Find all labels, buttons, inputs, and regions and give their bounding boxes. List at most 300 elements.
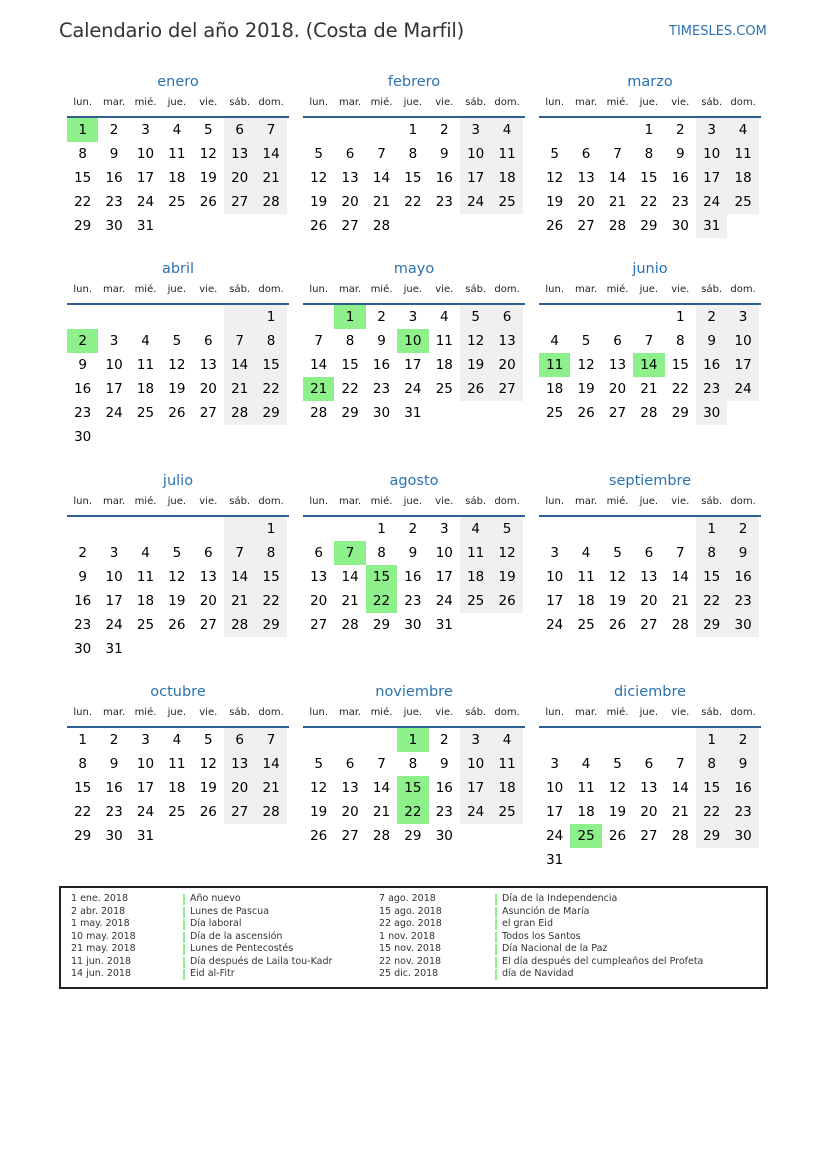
day-cell: 12 bbox=[310, 780, 328, 796]
legend-marker bbox=[183, 894, 185, 905]
day-cell: 9 bbox=[675, 146, 685, 162]
weekday-label: jue. bbox=[639, 284, 659, 295]
day-cell: 16 bbox=[74, 593, 92, 609]
weekday-label: lun. bbox=[73, 496, 93, 507]
day-cell: 22 bbox=[404, 194, 422, 210]
day-cell: 9 bbox=[727, 752, 758, 776]
day-cell: 13 bbox=[341, 170, 359, 186]
day-cell: 2 bbox=[727, 517, 758, 541]
legend-holiday-name: Todos los Santos bbox=[502, 930, 581, 942]
month-days bbox=[303, 728, 525, 872]
day-cell: 16 bbox=[404, 569, 422, 585]
day-cell: 9 bbox=[78, 357, 87, 373]
day-cell: 24 bbox=[404, 381, 422, 397]
legend-date: 2 abr. 2018 bbox=[71, 905, 126, 917]
weekday-header bbox=[67, 94, 289, 112]
weekday-label: dom. bbox=[730, 707, 756, 718]
day-cell: 17 bbox=[404, 357, 422, 373]
day-cell: 21 bbox=[372, 194, 391, 210]
day-cell: 28 bbox=[255, 190, 286, 214]
day-cell: 23 bbox=[372, 381, 391, 397]
day-cell: 27 bbox=[224, 800, 255, 824]
day-cell: 19 bbox=[199, 780, 217, 796]
day-cell: 21 bbox=[640, 381, 658, 397]
day-cell: 15 bbox=[341, 357, 359, 373]
day-cell: 19 bbox=[199, 170, 217, 186]
day-cell: 2 bbox=[439, 122, 449, 138]
month-days bbox=[303, 118, 525, 262]
day-cell: 6 bbox=[203, 333, 213, 349]
day-cell: 14 bbox=[341, 569, 359, 585]
weekday-label: mié. bbox=[370, 284, 393, 295]
day-cell: 16 bbox=[74, 381, 92, 397]
day-cell: 8 bbox=[255, 541, 286, 565]
weekday-label: sáb. bbox=[229, 707, 251, 718]
day-cell: 31 bbox=[105, 641, 123, 657]
day-cell: 5 bbox=[491, 517, 522, 541]
weekday-label: mié. bbox=[370, 496, 393, 507]
day-cell: 24 bbox=[727, 377, 758, 401]
brand-link[interactable]: TIMESLES.COM bbox=[669, 24, 767, 39]
weekday-label: vie. bbox=[199, 496, 218, 507]
day-cell: 30 bbox=[105, 828, 123, 844]
legend-marker bbox=[183, 969, 185, 980]
day-cell: 16 bbox=[727, 565, 758, 589]
day-cell: 20 bbox=[199, 593, 217, 609]
weekday-label: sáb. bbox=[701, 97, 723, 108]
day-cell: 24 bbox=[460, 800, 491, 824]
holiday-day-cell: 15 bbox=[397, 776, 428, 800]
legend-date: 22 nov. 2018 bbox=[379, 955, 442, 967]
legend-holiday-name: Día de la Independencia bbox=[502, 893, 618, 904]
day-cell: 3 bbox=[460, 728, 491, 752]
weekday-label: mar. bbox=[102, 707, 126, 718]
day-cell: 15 bbox=[255, 565, 286, 589]
weekday-label: mié. bbox=[134, 97, 157, 108]
day-cell: 6 bbox=[613, 333, 622, 349]
day-cell: 8 bbox=[255, 329, 286, 353]
day-cell: 24 bbox=[546, 828, 564, 844]
day-cell: 24 bbox=[460, 190, 491, 214]
weekday-label: vie. bbox=[435, 284, 454, 295]
day-cell: 25 bbox=[546, 405, 564, 421]
day-cell: 29 bbox=[341, 405, 359, 421]
day-cell: 28 bbox=[608, 218, 627, 234]
day-cell: 3 bbox=[460, 118, 491, 142]
day-cell: 5 bbox=[460, 305, 491, 329]
legend-date: 21 may. 2018 bbox=[71, 943, 136, 954]
day-cell: 15 bbox=[640, 170, 658, 186]
weekday-label: sáb. bbox=[465, 496, 487, 507]
day-cell: 17 bbox=[460, 166, 491, 190]
month-name: abril bbox=[161, 261, 195, 277]
day-cell: 18 bbox=[546, 381, 564, 397]
weekday-label: lun. bbox=[309, 97, 329, 108]
day-cell: 3 bbox=[141, 732, 150, 748]
day-cell: 30 bbox=[696, 401, 727, 425]
day-cell: 2 bbox=[377, 309, 386, 325]
holiday-day-cell: 11 bbox=[539, 353, 570, 377]
weekday-label: sáb. bbox=[465, 284, 487, 295]
day-cell: 20 bbox=[640, 804, 658, 820]
day-cell: 20 bbox=[310, 593, 328, 609]
day-cell: 10 bbox=[136, 146, 155, 162]
day-cell: 18 bbox=[577, 593, 595, 609]
day-cell: 10 bbox=[105, 357, 123, 373]
holiday-day-cell: 22 bbox=[397, 800, 428, 824]
day-cell: 4 bbox=[491, 118, 522, 142]
month-name: marzo bbox=[627, 74, 673, 90]
day-cell: 15 bbox=[74, 170, 92, 186]
day-cell: 27 bbox=[341, 828, 359, 844]
day-cell: 10 bbox=[105, 569, 123, 585]
day-cell: 26 bbox=[608, 828, 627, 844]
day-cell: 13 bbox=[199, 569, 217, 585]
legend-holiday-name: Lunes de Pascua bbox=[190, 905, 270, 917]
day-cell: 8 bbox=[696, 541, 727, 565]
day-cell: 12 bbox=[199, 146, 217, 162]
day-cell: 2 bbox=[408, 521, 418, 537]
day-cell: 18 bbox=[136, 381, 155, 397]
weekday-header bbox=[303, 704, 525, 722]
day-cell: 10 bbox=[460, 142, 491, 166]
day-cell: 25 bbox=[136, 405, 155, 421]
day-cell: 22 bbox=[696, 800, 727, 824]
day-cell: 9 bbox=[408, 545, 418, 561]
weekday-label: dom. bbox=[494, 97, 520, 108]
legend-holiday-name: Año nuevo bbox=[190, 893, 241, 904]
day-cell: 5 bbox=[613, 545, 622, 561]
day-cell: 12 bbox=[168, 569, 186, 585]
day-cell: 10 bbox=[696, 142, 727, 166]
weekday-label: sáb. bbox=[701, 284, 723, 295]
day-cell: 7 bbox=[314, 333, 323, 349]
month-name: febrero bbox=[387, 74, 441, 90]
day-cell: 29 bbox=[640, 218, 658, 234]
month-days bbox=[303, 305, 525, 449]
day-cell: 13 bbox=[608, 357, 627, 373]
day-cell: 23 bbox=[105, 804, 123, 820]
day-cell: 20 bbox=[199, 381, 217, 397]
weekday-label: mié. bbox=[370, 707, 393, 718]
day-cell: 31 bbox=[404, 405, 422, 421]
weekday-header bbox=[67, 493, 289, 511]
weekday-label: jue. bbox=[167, 284, 187, 295]
weekday-label: mié. bbox=[370, 97, 393, 108]
legend-marker bbox=[495, 944, 497, 955]
day-cell: 1 bbox=[78, 732, 87, 748]
day-cell: 18 bbox=[577, 804, 595, 820]
day-cell: 5 bbox=[203, 122, 213, 138]
weekday-label: jue. bbox=[639, 496, 659, 507]
day-cell: 17 bbox=[105, 593, 123, 609]
month-name: mayo bbox=[393, 261, 435, 277]
day-cell: 23 bbox=[404, 593, 422, 609]
weekday-label: dom. bbox=[494, 707, 520, 718]
legend-date: 14 jun. 2018 bbox=[71, 968, 132, 979]
day-cell: 28 bbox=[341, 617, 359, 633]
weekday-label: dom. bbox=[258, 284, 284, 295]
day-cell: 21 bbox=[608, 194, 627, 210]
weekday-header bbox=[539, 493, 761, 511]
day-cell: 1 bbox=[644, 122, 654, 138]
day-cell: 8 bbox=[345, 333, 355, 349]
day-cell: 30 bbox=[435, 828, 453, 844]
day-cell: 5 bbox=[172, 333, 182, 349]
weekday-label: jue. bbox=[403, 97, 423, 108]
weekday-label: vie. bbox=[435, 707, 454, 718]
day-cell: 17 bbox=[136, 170, 155, 186]
day-cell: 26 bbox=[168, 405, 186, 421]
day-cell: 28 bbox=[671, 828, 689, 844]
day-cell: 30 bbox=[727, 613, 758, 637]
day-cell: 25 bbox=[491, 190, 522, 214]
weekday-label: vie. bbox=[435, 496, 454, 507]
weekday-label: vie. bbox=[199, 284, 218, 295]
day-cell: 29 bbox=[74, 828, 92, 844]
day-cell: 12 bbox=[491, 541, 522, 565]
month-days bbox=[67, 118, 289, 262]
day-cell: 4 bbox=[172, 732, 182, 748]
day-cell: 28 bbox=[372, 828, 391, 844]
day-cell: 1 bbox=[675, 309, 685, 325]
day-cell: 24 bbox=[136, 194, 155, 210]
day-cell: 13 bbox=[640, 780, 658, 796]
day-cell: 4 bbox=[581, 545, 591, 561]
day-cell: 14 bbox=[671, 780, 689, 796]
day-cell: 29 bbox=[404, 828, 422, 844]
month-days bbox=[539, 118, 761, 262]
day-cell: 3 bbox=[408, 309, 418, 325]
month-days bbox=[67, 305, 289, 449]
weekday-label: lun. bbox=[309, 496, 329, 507]
day-cell: 8 bbox=[377, 545, 386, 561]
day-cell: 7 bbox=[613, 146, 622, 162]
day-cell: 8 bbox=[675, 333, 685, 349]
day-cell: 27 bbox=[224, 190, 255, 214]
weekday-label: mar. bbox=[338, 496, 362, 507]
day-cell: 18 bbox=[435, 357, 453, 373]
day-cell: 17 bbox=[105, 381, 123, 397]
day-cell: 23 bbox=[74, 405, 92, 421]
day-cell: 17 bbox=[546, 804, 564, 820]
page-title: Calendario del año 2018. (Costa de Marfil) bbox=[59, 19, 465, 42]
day-cell: 10 bbox=[136, 756, 155, 772]
day-cell: 1 bbox=[377, 521, 386, 537]
day-cell: 1 bbox=[408, 122, 418, 138]
day-cell: 13 bbox=[310, 569, 328, 585]
day-cell: 25 bbox=[460, 589, 491, 613]
day-cell: 12 bbox=[168, 357, 186, 373]
day-cell: 25 bbox=[727, 190, 758, 214]
day-cell: 27 bbox=[608, 405, 627, 421]
month-name: diciembre bbox=[613, 684, 687, 700]
day-cell: 4 bbox=[439, 309, 449, 325]
day-cell: 18 bbox=[491, 166, 522, 190]
day-cell: 25 bbox=[136, 617, 155, 633]
day-cell: 4 bbox=[460, 517, 491, 541]
day-cell: 9 bbox=[109, 756, 119, 772]
holiday-day-cell: 25 bbox=[570, 824, 601, 848]
legend-marker bbox=[495, 957, 497, 968]
day-cell: 24 bbox=[105, 405, 123, 421]
day-cell: 28 bbox=[671, 617, 689, 633]
day-cell: 4 bbox=[141, 545, 150, 561]
day-cell: 11 bbox=[136, 569, 155, 585]
day-cell: 20 bbox=[341, 804, 359, 820]
day-cell: 4 bbox=[727, 118, 758, 142]
day-cell: 20 bbox=[224, 166, 255, 190]
weekday-label: mar. bbox=[574, 284, 598, 295]
legend-holiday-name: El día después del cumpleaños del Profeta bbox=[502, 955, 704, 967]
day-cell: 12 bbox=[310, 170, 328, 186]
month-days bbox=[539, 728, 761, 872]
weekday-header bbox=[303, 493, 525, 511]
day-cell: 14 bbox=[608, 170, 627, 186]
day-cell: 10 bbox=[546, 569, 564, 585]
day-cell: 8 bbox=[408, 756, 418, 772]
day-cell: 4 bbox=[141, 333, 150, 349]
weekday-label: sáb. bbox=[229, 284, 251, 295]
day-cell: 3 bbox=[439, 521, 449, 537]
day-cell: 21 bbox=[671, 804, 689, 820]
day-cell: 9 bbox=[439, 756, 449, 772]
day-cell: 29 bbox=[255, 613, 286, 637]
day-cell: 22 bbox=[255, 589, 286, 613]
day-cell: 23 bbox=[727, 800, 758, 824]
weekday-label: mar. bbox=[102, 284, 126, 295]
day-cell: 14 bbox=[372, 170, 391, 186]
day-cell: 30 bbox=[74, 641, 92, 657]
day-cell: 2 bbox=[727, 728, 758, 752]
day-cell: 13 bbox=[341, 780, 359, 796]
day-cell: 3 bbox=[109, 545, 119, 561]
day-cell: 2 bbox=[109, 122, 119, 138]
day-cell: 26 bbox=[168, 617, 186, 633]
day-cell: 5 bbox=[203, 732, 213, 748]
day-cell: 4 bbox=[550, 333, 559, 349]
day-cell: 22 bbox=[671, 381, 689, 397]
day-cell: 11 bbox=[491, 142, 522, 166]
day-cell: 7 bbox=[377, 146, 386, 162]
day-cell: 11 bbox=[435, 333, 453, 349]
day-cell: 18 bbox=[727, 166, 758, 190]
day-cell: 27 bbox=[199, 617, 217, 633]
day-cell: 2 bbox=[109, 732, 119, 748]
day-cell: 25 bbox=[168, 194, 186, 210]
day-cell: 26 bbox=[491, 589, 522, 613]
month-name: octubre bbox=[150, 684, 206, 700]
legend-marker bbox=[183, 957, 185, 968]
legend-marker bbox=[495, 919, 497, 930]
weekday-label: lun. bbox=[545, 496, 565, 507]
day-cell: 18 bbox=[460, 565, 491, 589]
day-cell: 12 bbox=[577, 357, 595, 373]
weekday-label: vie. bbox=[671, 496, 690, 507]
day-cell: 23 bbox=[671, 194, 689, 210]
weekday-label: lun. bbox=[73, 97, 93, 108]
weekday-header bbox=[539, 281, 761, 299]
weekday-label: sáb. bbox=[465, 97, 487, 108]
weekday-label: lun. bbox=[545, 97, 565, 108]
day-cell: 19 bbox=[168, 593, 186, 609]
day-cell: 19 bbox=[577, 381, 595, 397]
day-cell: 3 bbox=[550, 756, 559, 772]
legend-holiday-name: Día Nacional de la Paz bbox=[502, 943, 608, 954]
day-cell: 12 bbox=[608, 780, 627, 796]
day-cell: 30 bbox=[404, 617, 422, 633]
month-name: junio bbox=[632, 261, 668, 277]
day-cell: 28 bbox=[255, 800, 286, 824]
day-cell: 15 bbox=[255, 353, 286, 377]
day-cell: 11 bbox=[577, 569, 595, 585]
day-cell: 14 bbox=[224, 353, 255, 377]
day-cell: 29 bbox=[74, 218, 92, 234]
weekend-blank-cell bbox=[224, 305, 255, 329]
day-cell: 3 bbox=[109, 333, 119, 349]
day-cell: 18 bbox=[168, 780, 186, 796]
legend-date: 1 nov. 2018 bbox=[379, 930, 435, 942]
legend-holiday-name: Eid al-Fitr bbox=[190, 968, 235, 979]
day-cell: 5 bbox=[314, 146, 323, 162]
day-cell: 6 bbox=[644, 545, 654, 561]
day-cell: 18 bbox=[168, 170, 186, 186]
day-cell: 11 bbox=[460, 541, 491, 565]
day-cell: 24 bbox=[136, 804, 155, 820]
weekday-header bbox=[303, 281, 525, 299]
day-cell: 27 bbox=[199, 405, 217, 421]
day-cell: 10 bbox=[546, 780, 564, 796]
day-cell: 31 bbox=[546, 852, 564, 868]
weekday-label: sáb. bbox=[465, 707, 487, 718]
day-cell: 19 bbox=[460, 353, 491, 377]
day-cell: 14 bbox=[255, 142, 286, 166]
day-cell: 31 bbox=[136, 828, 155, 844]
day-cell: 23 bbox=[74, 617, 92, 633]
day-cell: 30 bbox=[727, 824, 758, 848]
weekday-label: mié. bbox=[606, 284, 629, 295]
weekday-label: jue. bbox=[167, 496, 187, 507]
day-cell: 3 bbox=[696, 118, 727, 142]
weekday-label: mié. bbox=[134, 496, 157, 507]
month-name: julio bbox=[162, 473, 194, 489]
day-cell: 3 bbox=[727, 305, 758, 329]
month-days bbox=[539, 305, 761, 449]
day-cell: 11 bbox=[168, 146, 186, 162]
holiday-day-cell: 2 bbox=[67, 329, 98, 353]
day-cell: 8 bbox=[78, 756, 87, 772]
day-cell: 14 bbox=[310, 357, 328, 373]
weekday-label: dom. bbox=[494, 496, 520, 507]
day-cell: 7 bbox=[675, 756, 685, 772]
day-cell: 16 bbox=[671, 170, 689, 186]
legend-marker bbox=[183, 919, 185, 930]
weekday-label: dom. bbox=[730, 284, 756, 295]
day-cell: 21 bbox=[341, 593, 359, 609]
day-cell: 9 bbox=[78, 569, 87, 585]
day-cell: 29 bbox=[696, 613, 727, 637]
day-cell: 22 bbox=[74, 194, 92, 210]
day-cell: 26 bbox=[546, 218, 564, 234]
day-cell: 22 bbox=[640, 194, 658, 210]
day-cell: 22 bbox=[74, 804, 92, 820]
day-cell: 20 bbox=[577, 194, 595, 210]
weekday-label: mié. bbox=[606, 97, 629, 108]
legend-holiday-name: Lunes de Pentecostés bbox=[190, 943, 294, 954]
day-cell: 6 bbox=[224, 118, 255, 142]
legend-holiday-name: Día después de Laila tou-Kadr bbox=[190, 955, 333, 967]
weekday-label: vie. bbox=[671, 97, 690, 108]
